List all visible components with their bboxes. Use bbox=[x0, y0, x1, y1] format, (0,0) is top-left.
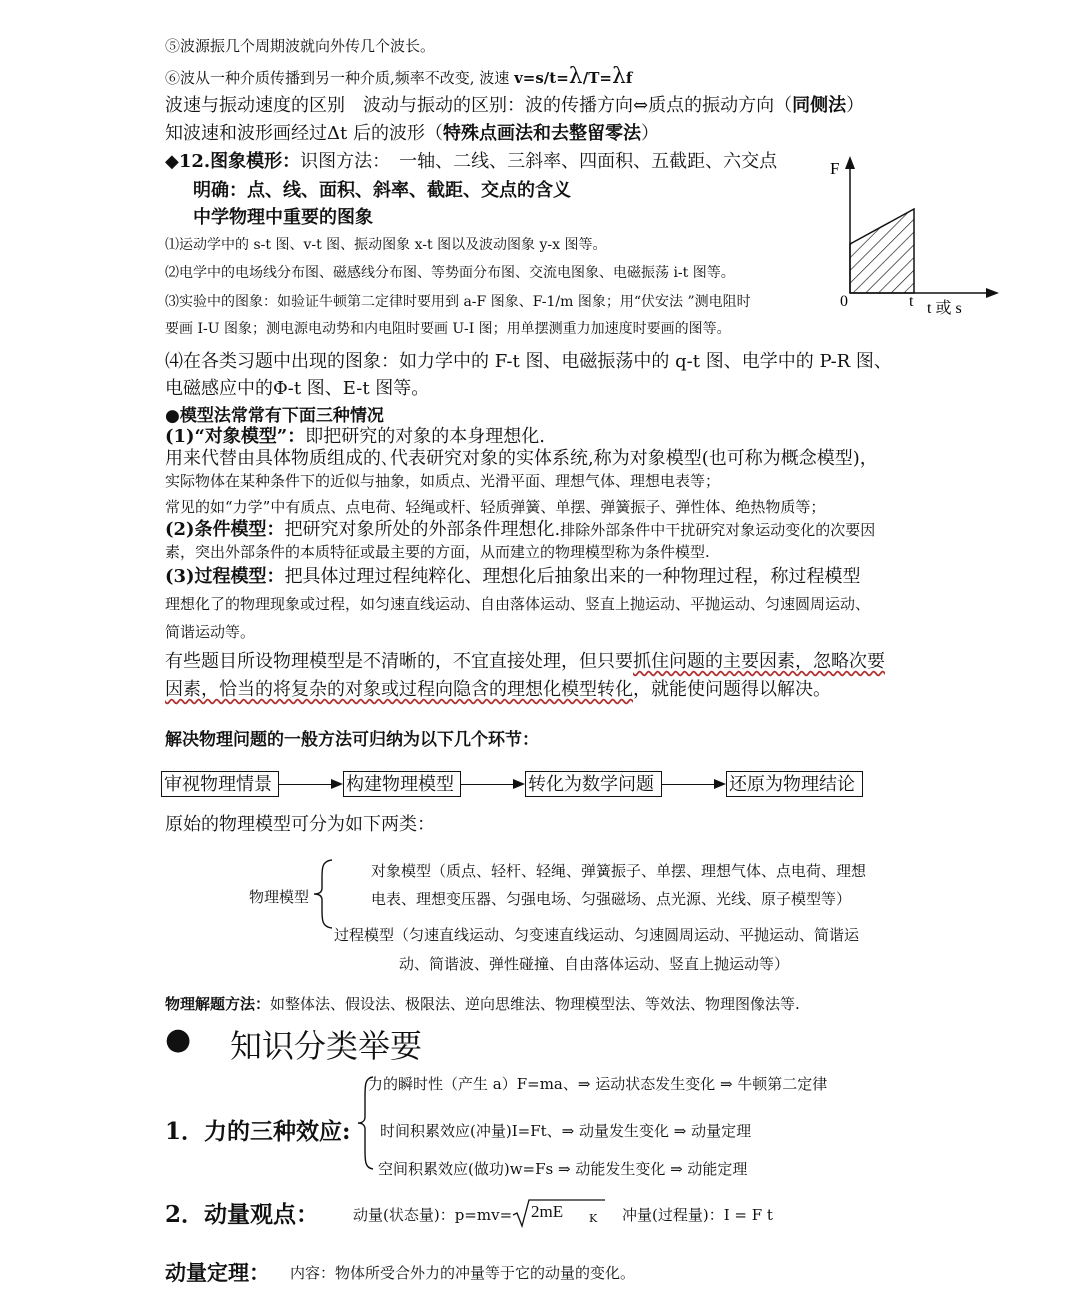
process-model-list-2: 动、简谐波、弹性碰撞、自由落体运动、竖直上抛运动等） bbox=[399, 955, 790, 973]
impulse-area bbox=[850, 209, 914, 293]
arrow-right-icon bbox=[513, 779, 525, 789]
section-bullet-icon: ● bbox=[165, 1022, 192, 1057]
object-model-title: (1)“对象模型”： bbox=[165, 426, 306, 447]
y-axis-arrow-icon bbox=[845, 156, 855, 169]
section-12-title: ◆12.图象模形： bbox=[165, 151, 301, 172]
waveform-method-text: 知波速和波形画经过Δt 后的波形（ bbox=[165, 123, 443, 144]
graph-list-3: ⑶实验中的图象：如验证牛顿第二定律时要用到 a-F 图象、F-1/m 图象；用“伏安法 ”测电阻时 bbox=[165, 294, 751, 310]
paren-close-2: ） bbox=[640, 123, 659, 144]
process-model-list-1: 过程模型（匀速直线运动、匀变速直线运动、匀速圆周运动、平抛运动、简谐运 bbox=[334, 926, 860, 944]
wave-distinction bbox=[165, 91, 864, 117]
general-method-heading: 解决物理问题的一般方法可归纳为以下几个环节： bbox=[165, 730, 539, 750]
flow-step-1: 审视物理情景 bbox=[161, 771, 279, 797]
flow-step-4: 还原为物理结论 bbox=[726, 771, 863, 797]
model-method-heading: ●模型法常常有下面三种情况 bbox=[165, 406, 384, 426]
process-model-desc: 理想化了的物理现象或过程，如匀速直线运动、自由落体运动、竖直上抛运动、平抛运动、匀速圆周运动、 bbox=[165, 595, 871, 613]
wave-formula-2: /T= bbox=[582, 69, 612, 87]
theorem-label: 动量定理： bbox=[165, 1260, 270, 1285]
t-label: t bbox=[909, 293, 914, 310]
model-note-2-emphasis: 因素，恰当的将复杂的对象或过程向隐含的理想化模型转化 bbox=[165, 679, 633, 700]
lambda-1: λ bbox=[568, 64, 583, 89]
solving-methods-title: 物理解题方法： bbox=[165, 995, 271, 1013]
brace-icon bbox=[310, 858, 336, 930]
graph-list-1: ⑴运动学中的 s-t 图、v-t 图、振动图象 x-t 图以及波动图象 y-x 图等。 bbox=[165, 237, 607, 253]
section-12-heading bbox=[165, 147, 777, 173]
special-point-method: 特殊点画法和去整留零法 bbox=[442, 123, 641, 144]
wave-note-6-text: ⑥波从一种介质传播到另一种介质,频率不改变, 波速 bbox=[165, 69, 515, 87]
sqrt-subscript: K bbox=[589, 1212, 598, 1225]
sqrt-body: 2mE bbox=[531, 1202, 564, 1221]
wave-note-5: ⑤波源振几个周期波就向外传几个波长。 bbox=[165, 37, 436, 55]
object-model-list-2: 电表、理想变压器、匀强电场、匀强磁场、点光源、光线、原子模型等） bbox=[371, 890, 852, 908]
force-time-graph bbox=[830, 150, 1005, 325]
graph-list-4b: 电磁感应中的Φ-t 图、E-t 图等。 bbox=[165, 378, 430, 399]
wave-formula-1: v=s/t= bbox=[514, 69, 569, 87]
clarify-meaning: 明确：点、线、面积、斜率、截距、交点的含义 bbox=[193, 180, 571, 201]
flow-arrow-3 bbox=[662, 784, 714, 785]
object-model-desc: 用来代替由具体物质组成的､代表研究对象的实体系统,称为对象模型(也可称为概念模型)， bbox=[165, 448, 878, 469]
flow-arrow-2 bbox=[461, 784, 513, 785]
x-axis-label: t 或 s bbox=[927, 300, 962, 317]
force-effect-work: 空间积累效应(做功)w=Fs ⇒ 动能发生变化 ⇒ 动能定理 bbox=[378, 1160, 748, 1178]
process-model-heading bbox=[165, 562, 861, 588]
force-effect-impulse: 时间积累效应(冲量)I=Ft、⇒ 动量发生变化 ⇒ 动量定理 bbox=[380, 1122, 752, 1140]
graph-list-4: ⑷在各类习题中出现的图象：如力学中的 F-t 图、电磁振荡中的 q-t 图、电学中的 P-R 图、 bbox=[165, 351, 892, 372]
solving-methods bbox=[165, 993, 800, 1014]
flow-step-2: 构建物理模型 bbox=[343, 771, 461, 797]
process-model-desc-2: 简谐运动等。 bbox=[165, 623, 256, 641]
y-axis-label: F bbox=[830, 159, 840, 178]
object-model-def: 即把研究的对象的本身理想化. bbox=[305, 426, 545, 447]
condition-model-def: 把研究对象所处的外部条件理想化. bbox=[284, 519, 561, 540]
x-axis-arrow-icon bbox=[986, 288, 999, 298]
important-graphs-heading: 中学物理中重要的图象 bbox=[193, 207, 373, 228]
process-model-def: 把具体过理过程纯粹化、理想化后抽象出来的一种物理过程，称过程模型 bbox=[284, 566, 861, 587]
force-effects-label: 1．力的三种效应: bbox=[165, 1118, 351, 1145]
graph-list-3b: 要画 I-U 图象；测电源电动势和内电阻时要画 U-I 图；用单摆测重力加速度时要画的图等。 bbox=[165, 321, 731, 337]
flow-arrow-1 bbox=[279, 784, 331, 785]
lambda-2: λ bbox=[611, 64, 626, 89]
force-effect-instant: 力的瞬时性（产生 a）F=ma、⇒ 运动状态发生变化 ⇒ 牛顿第二定律 bbox=[368, 1075, 828, 1093]
model-note-1 bbox=[165, 647, 885, 673]
theorem-content: 内容：物体所受合外力的冲量等于它的动量的变化。 bbox=[290, 1264, 636, 1282]
waveform-method bbox=[165, 119, 659, 145]
origin-label: 0 bbox=[840, 293, 848, 310]
momentum-impulse: 冲量(过程量)：I = F t bbox=[622, 1206, 773, 1224]
object-model-list-1: 对象模型（质点、轻杆、轻绳、弹簧振子、单摆、理想气体、点电荷、理想 bbox=[371, 862, 867, 880]
same-side-method: 同侧法 bbox=[792, 95, 847, 116]
reading-method: 识图方法： 一轴、二线、三斜率、四面积、五截距、六交点 bbox=[300, 151, 778, 172]
model-note-2 bbox=[165, 675, 831, 701]
flow-step-3: 转化为数学问题 bbox=[525, 771, 662, 797]
momentum-state: 动量(状态量)：p=mv= bbox=[353, 1206, 513, 1224]
arrow-right-icon bbox=[714, 779, 726, 789]
equivalence-icon: ⇔ bbox=[633, 95, 649, 116]
section-title: 知识分类举要 bbox=[230, 1027, 423, 1065]
condition-model-desc: 排除外部条件中干扰研究对象运动变化的次要因 bbox=[560, 521, 876, 539]
solving-methods-list: 如整体法、假设法、极限法、逆向思维法、物理模型法、等效法、物理图像法等. bbox=[270, 995, 800, 1013]
model-note-1-text: 有些题目所设物理模型是不清晰的，不宜直接处理，但只要 bbox=[165, 651, 633, 672]
wave-distinction-text-2: 质点的振动方向（ bbox=[648, 95, 793, 116]
paren-close: ） bbox=[846, 95, 865, 116]
momentum-label: 2．动量观点： bbox=[165, 1201, 320, 1228]
process-model-title: (3)过程模型： bbox=[165, 566, 285, 587]
condition-model-title: (2)条件模型： bbox=[165, 519, 285, 540]
object-model-example-2: 常见的如“力学”中有质点、点电荷、轻绳或杆、轻质弹簧、单摆、弹簧振子、弹性体、绝热物质等； bbox=[165, 498, 826, 516]
wave-note-6 bbox=[165, 64, 632, 89]
model-note-2-text: ，就能使问题得以解决。 bbox=[633, 679, 831, 700]
wave-distinction-text: 波速与振动速度的区别 波动与振动的区别：波的传播方向 bbox=[165, 95, 633, 116]
model-types-intro: 原始的物理模型可分为如下两类： bbox=[165, 814, 435, 835]
graph-list-2: ⑵电学中的电场线分布图、磁感线分布图、等势面分布图、交流电图象、电磁振荡 i-t 图等。 bbox=[165, 265, 735, 281]
arrow-right-icon bbox=[331, 779, 343, 789]
condition-model-desc-2: 素，突出外部条件的本质特征或最主要的方面，从而建立的物理模型称为条件模型. bbox=[165, 543, 710, 561]
model-tree-root: 物理模型 bbox=[249, 888, 310, 906]
model-note-1-emphasis: 抓住问题的主要因素，忽略次要 bbox=[633, 651, 885, 672]
condition-model-heading bbox=[165, 515, 875, 541]
object-model-example-1: 实际物体在某种条件下的近似与抽象，如质点、光滑平面、理想气体、理想电表等； bbox=[165, 472, 721, 490]
wave-formula-3: f bbox=[625, 69, 633, 87]
